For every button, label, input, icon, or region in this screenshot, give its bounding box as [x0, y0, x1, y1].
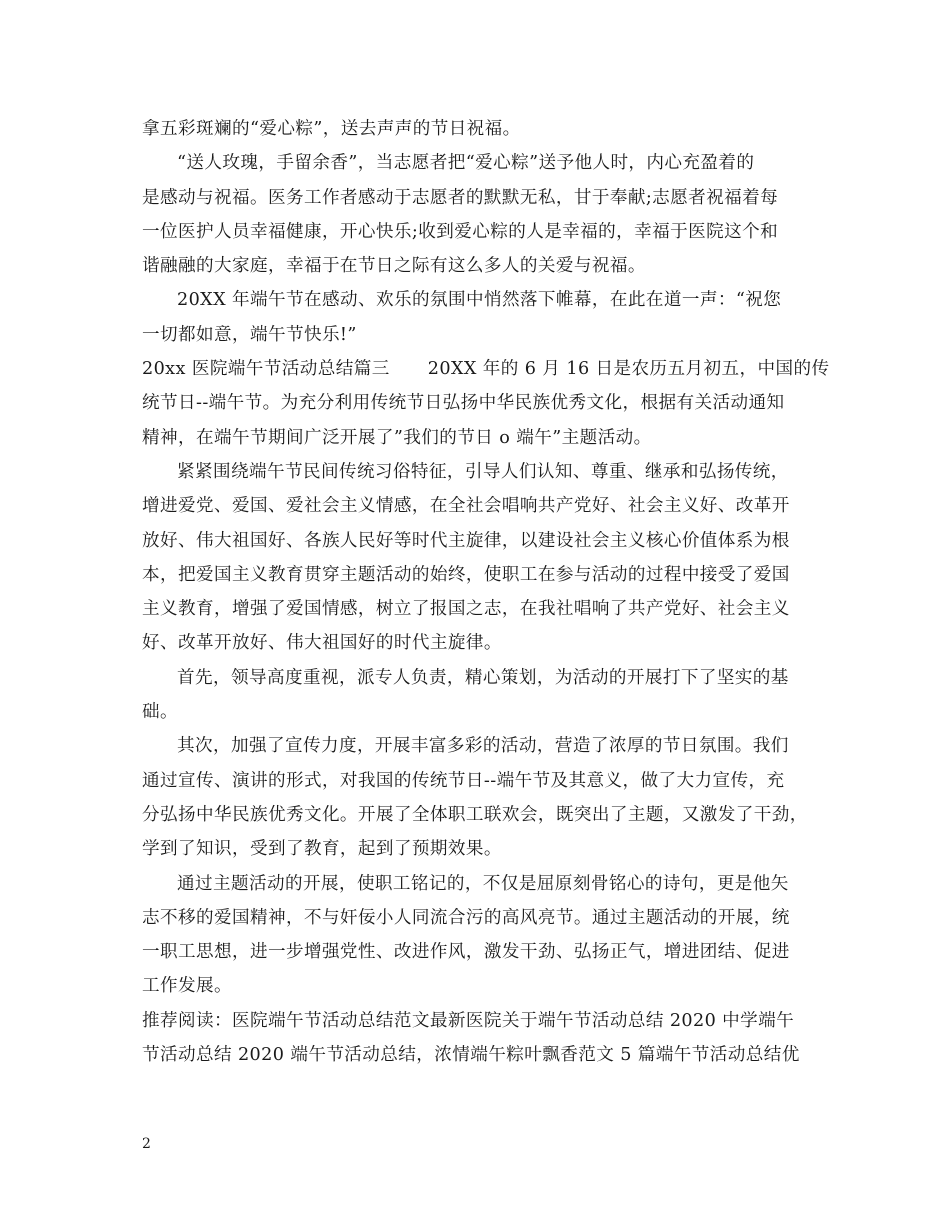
text-line: 拿五彩斑斓的“爱心粽”，送去声声的节日祝福。 [142, 119, 521, 139]
text-line: 主义教育，增强了爱国情感，树立了报国之志，在我社唱响了共产党好、社会主义 [142, 599, 790, 620]
text-line: 其次，加强了宣传力度，开展丰富多彩的活动，营造了浓厚的节日氛围。我们 [177, 736, 789, 757]
text-line: 统节日--端午节。为充分利用传统节日弘扬中华民族优秀文化，根据有关活动通知 [142, 393, 785, 414]
text-line: 一位医护人员幸福健康，开心快乐;收到爱心粽的人是幸福的，幸福于医院这个和 [142, 221, 779, 242]
text-line: 通过宣传、演讲的形式，对我国的传统节日--端午节及其意义，做了大力宣传，充 [142, 770, 785, 791]
text-line: 学到了知识，受到了教育，起到了预期效果。 [142, 839, 502, 860]
text-line: 分弘扬中华民族优秀文化。开展了全体职工联欢会，既突出了主题，又激发了干劲， [142, 804, 808, 825]
text-line: 紧紧围绕端午节民间传统习俗特征，引导人们认知、尊重、继承和弘扬传统， [177, 461, 789, 482]
text-line: 础。 [142, 702, 178, 723]
recommended-reading-line: 推荐阅读：医院端午节活动总结范文最新医院关于端午节活动总结 2020 中学端午 [142, 1010, 795, 1031]
text-line: 工作发展。 [142, 976, 232, 997]
text-segment: 20XX 年的 6 月 16 日是农历五月初五，中国的传 [427, 359, 830, 380]
text-line: 好、改革开放好、伟大祖国好的时代主旋律。 [142, 633, 502, 654]
text-line: 谐融融的大家庭，幸福于在节日之际有这么多人的关爱与祝福。 [142, 256, 646, 277]
page-number: 2 [142, 1136, 151, 1152]
text-line: 志不移的爱国精神，不与奸佞小人同流合污的高风亮节。通过主题活动的开展，统 [142, 907, 790, 928]
text-line: 精神，在端午节期间广泛开展了”我们的节日 o 端午”主题活动。 [142, 427, 652, 448]
section-heading: 20xx 医院端午节活动总结篇三 [142, 359, 390, 380]
section-heading-line [142, 352, 832, 386]
document-body [142, 112, 832, 1072]
text-line: 通过主题活动的开展，使职工铭记的，不仅是屈原刻骨铭心的诗句，更是他矢 [177, 873, 789, 894]
text-line: 20XX 年端午节在感动、欢乐的氛围中悄然落下帷幕，在此在道一声：“祝您 [177, 290, 782, 311]
text-line: “送人玫瑰，手留余香”，当志愿者把“爱心粽”送予他人时，内心充盈着的 [177, 153, 755, 174]
text-line: 本，把爱国主义教育贯穿主题活动的始终，使职工在参与活动的过程中接受了爱国 [142, 564, 790, 585]
text-line: 放好、伟大祖国好、各族人民好等时代主旋律，以建设社会主义核心价值体系为根 [142, 530, 790, 551]
text-line: 一切都如意，端午节快乐!” [142, 324, 357, 345]
text-line: 增进爱党、爱国、爱社会主义情感，在全社会唱响共产党好、社会主义好、改革开 [142, 496, 790, 517]
text-line: 是感动与祝福。医务工作者感动于志愿者的默默无私，甘于奉献;志愿者祝福着每 [142, 187, 779, 208]
text-line: 首先，领导高度重视，派专人负责，精心策划，为活动的开展打下了坚实的基 [177, 667, 789, 688]
text-line: 一职工思想，进一步增强党性、改进作风，激发干劲、弘扬正气，增进团结、促进 [142, 942, 790, 963]
recommended-reading-line: 节活动总结 2020 端午节活动总结，浓情端午粽叶飘香范文 5 篇端午节活动总结优 [142, 1045, 800, 1066]
